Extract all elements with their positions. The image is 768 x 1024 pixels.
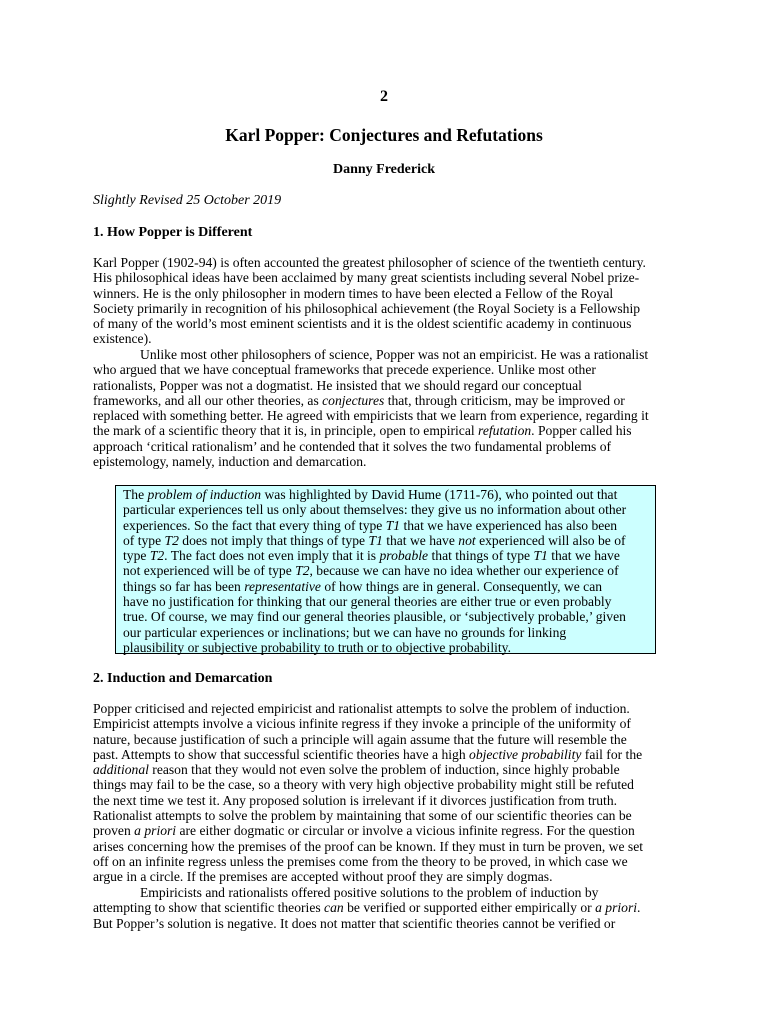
text-line: of many of the world’s most eminent scientists and it is the oldest scientific academy in continuous	[93, 316, 632, 332]
text-line: Karl Popper (1902-94) is often accounted the greatest philosopher of science of the twentieth century.	[93, 255, 646, 270]
section-heading-2: 2. Induction and Demarcation	[93, 671, 273, 686]
page-title: Karl Popper: Conjectures and Refutations	[225, 125, 543, 145]
text-line: frameworks, and all our other theories, as conjectures that, through criticism, may be improved or	[93, 392, 625, 408]
text-line: rationalists, Popper was not a dogmatist. He insisted that we should regard our conceptual	[93, 377, 582, 393]
section-heading-1: 1. How Popper is Different	[93, 225, 253, 240]
text-line: replaced with something better. He agreed with empiricists that we learn from experience, regarding it	[93, 408, 649, 424]
section1-paragraph-1	[93, 255, 683, 347]
text-line: proven a priori are either dogmatic or circular or involve a vicious infinite regress. For the question	[93, 823, 635, 839]
text-line: past. Attempts to show that successful scientific theories have a high objective probability fail for the	[93, 746, 643, 762]
text-line: arises concerning how the premises of the proof can be known. If they must in turn be proven, we set	[93, 838, 644, 854]
text-line: things so far has been representative of how things are in general. Consequently, we can	[123, 578, 603, 594]
section2-paragraph-2	[93, 885, 683, 931]
revision-note: Slightly Revised 25 October 2019	[93, 193, 282, 208]
text-line: Unlike most other philosophers of science, Popper was not an empiricist. He was a rationalist	[140, 347, 649, 362]
text-line: particular experiences tell us only about themselves: they give us no information about other	[123, 502, 627, 518]
text-line: His philosophical ideas have been acclaimed by many great scientists including several Nobel prize-	[93, 270, 640, 286]
text-line: The problem of induction was highlighted by David Hume (1711-76), who pointed out that	[123, 487, 618, 502]
text-line: nature, because justification of such a principle will again assume that the future will resemble the	[93, 731, 627, 747]
text-line: additional reason that they would not even solve the problem of induction, since highly probable	[93, 762, 620, 778]
text-line: Society primarily in recognition of his philosophical achievement (the Royal Society is a Fellowship	[93, 300, 641, 316]
text-line: winners. He is the only philosopher in modern times to have been elected a Fellow of the Royal	[93, 285, 614, 301]
text-line: things may fail to be the case, so a theory with very high objective probability might still be refuted	[93, 777, 634, 793]
text-line: epistemology, namely, induction and demarcation.	[93, 454, 367, 470]
text-line: the mark of a scientific theory that it is, in principle, open to empirical refutation. Popper called his	[93, 423, 632, 439]
text-line: have no justification for thinking that our general theories are either true or even probably	[123, 594, 612, 610]
text-line: argue in a circle. If the premises are accepted without proof they are simply dogmas.	[93, 869, 553, 885]
text-line: Empiricists and rationalists offered positive solutions to the problem of induction by	[140, 885, 599, 900]
text-line: experiences. So the fact that every thing of type T1 that we have experienced has also been	[123, 517, 618, 533]
text-line: Popper criticised and rejected empiricist and rationalist attempts to solve the problem of induction.	[93, 701, 630, 716]
text-line: Empiricist attempts involve a vicious infinite regress if they invoke a principle of the uniformity of	[93, 716, 631, 732]
text-line: existence).	[93, 331, 152, 347]
section1-paragraph-2	[93, 347, 683, 469]
text-line: approach ‘critical rationalism’ and he contended that it solves the two fundamental problems of	[93, 438, 612, 454]
text-line: off on an infinite regress unless the premises come from the theory to be proved, in which case we	[93, 853, 628, 869]
text-line: type T2. The fact does not even imply that it is probable that things of type T1 that we have	[123, 548, 620, 564]
text-line: attempting to show that scientific theories can be verified or supported either empirically or a priori.	[93, 900, 641, 916]
text-line: true. Of course, we may find our general theories plausible, or ‘subjectively probable,’ given	[123, 609, 626, 625]
text-line: plausibility or subjective probability to truth or to objective probability.	[123, 639, 511, 655]
author-name: Danny Frederick	[332, 162, 435, 177]
text-line: of type T2 does not imply that things of type T1 that we have not experienced will also be of	[123, 532, 626, 548]
problem-of-induction-box	[115, 485, 656, 654]
text-line: Rationalist attempts to solve the problem by maintaining that some of our scientific theories can be	[93, 808, 632, 824]
text-line: the next time we test it. Any proposed solution is irrelevant if it divorces justification from truth.	[93, 792, 618, 808]
section2-paragraph-1	[93, 701, 683, 885]
chapter-number: 2	[380, 88, 388, 105]
text-line: who argued that we have conceptual frameworks that precede experience. Unlike most other	[93, 362, 596, 378]
text-line: But Popper’s solution is negative. It does not matter that scientific theories cannot be verified or	[93, 915, 616, 931]
text-line: our particular experiences or inclinations; but we can have no grounds for linking	[123, 624, 567, 640]
text-line: not experienced will be of type T2, because we can have no idea whether our experience of	[123, 563, 619, 579]
